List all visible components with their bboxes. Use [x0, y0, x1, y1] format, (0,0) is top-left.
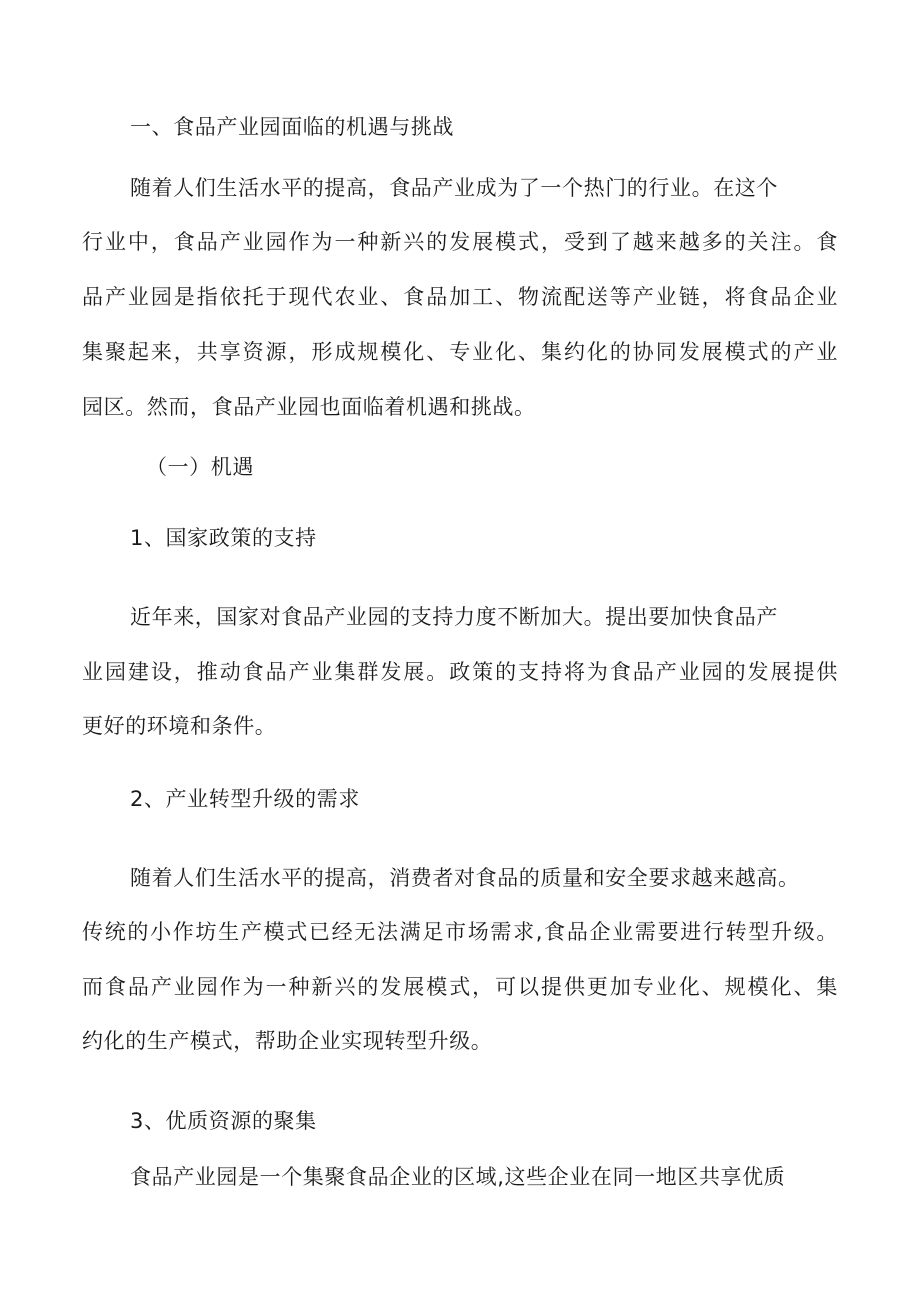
subsection-heading: （一）机遇	[146, 455, 254, 479]
item-2-line-4: 约化的生产模式，帮助企业实现转型升级。	[82, 1029, 493, 1053]
item-2-line-1: 随着人们生活水平的提高，消费者对食品的质量和安全要求越来越高。	[130, 866, 800, 890]
item-1-line-3: 更好的环境和条件。	[82, 714, 277, 738]
item-3-title: 3、优质资源的聚集	[130, 1109, 317, 1133]
intro-line-3: 品产业园是指依托于现代农业、食品加工、物流配送等产业链，将食品企业	[82, 285, 838, 309]
section-heading: 一、食品产业园面临的机遇与挑战	[130, 115, 454, 139]
intro-line-2: 行业中，食品产业园作为一种新兴的发展模式，受到了越来越多的关注。食	[82, 230, 838, 254]
item-2-line-3: 而食品产业园作为一种新兴的发展模式，可以提供更加专业化、规模化、集	[82, 975, 838, 999]
item-1-line-1: 近年来，国家对食品产业园的支持力度不断加大。提出要加快食品产	[130, 605, 778, 629]
intro-line-1: 随着人们生活水平的提高，食品产业成为了一个热门的行业。在这个	[130, 176, 778, 200]
item-3-line-1: 食品产业园是一个集聚食品企业的区域,这些企业在同一地区共享优质	[130, 1165, 786, 1189]
item-2-title: 2、产业转型升级的需求	[130, 787, 360, 811]
item-1-line-2: 业园建设，推动食品产业集群发展。政策的支持将为食品产业园的发展提供	[82, 660, 838, 684]
item-2-line-2: 传统的小作坊生产模式已经无法满足市场需求,食品企业需要进行转型升级。	[82, 920, 838, 944]
item-1-title: 1、国家政策的支持	[130, 526, 317, 550]
intro-line-4: 集聚起来，共享资源，形成规模化、专业化、集约化的协同发展模式的产业	[82, 340, 838, 364]
intro-line-5: 园区。然而，食品产业园也面临着机遇和挑战。	[82, 395, 536, 419]
